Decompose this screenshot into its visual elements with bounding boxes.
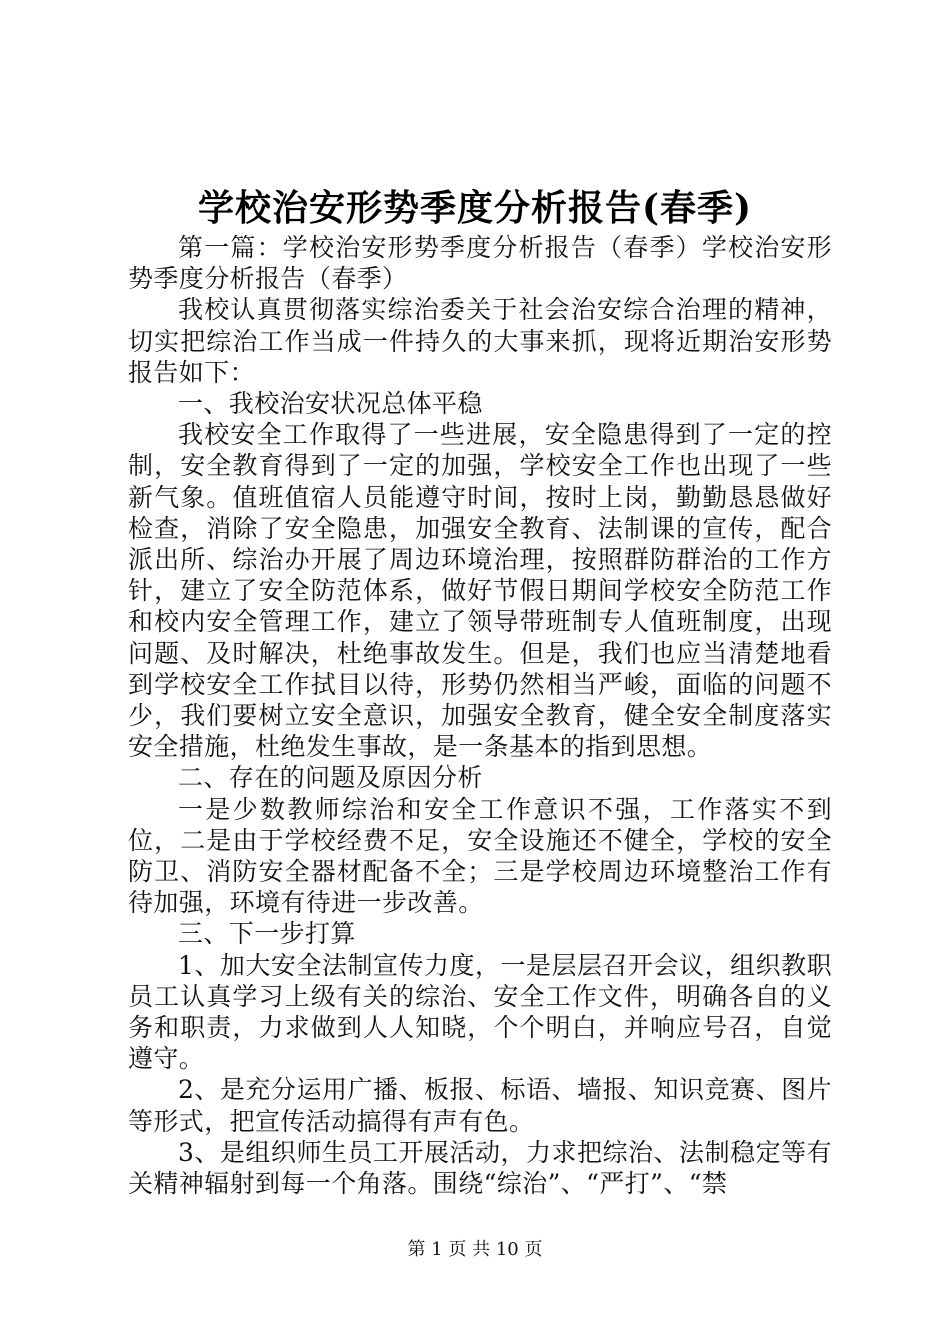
paragraph-section-1: 我校安全工作取得了一些进展，安全隐患得到了一定的控制，安全教育得到了一定的加强，学校安全工作也出现了一些新气象。值班值宿人员能遵守时间，按时上岗，勤勤恳恳做好检查，消除了安全隐患，加强安全教育、法制课的宣传，配合派出所、综治办开展了周边环境治理，按照群防群治的工作方针，建立了安全防范体系，做好节假日期间学校安全防范工作和校内安全管理工作，建立了领导带班制专人值班制度，出现问题、及时解决，杜绝事故发生。但是，我们也应当清楚地看到学校安全工作拭目以待，形势仍然相当严峻，面临的问题不少，我们要树立安全意识，加强安全教育，健全安全制度落实安全措施，杜绝发生事故，是一条基本的指到思想。 <box>128 420 832 762</box>
paragraph-section-2: 一是少数教师综治和安全工作意识不强，工作落实不到位，二是由于学校经费不足，安全设施还不健全，学校的安全防卫、消防安全器材配备不全；三是学校周边环境整治工作有待加强，环境有待进一步改善。 <box>128 794 832 918</box>
paragraph-intro: 我校认真贯彻落实综治委关于社会治安综合治理的精神，切实把综治工作当成一件持久的大事来抓，现将近期治安形势报告如下： <box>128 295 832 387</box>
document-title: 学校治安形势季度分析报告(春季) <box>197 187 753 229</box>
document-body <box>128 232 832 1199</box>
page-number-footer: 第 1 页 共 10 页 <box>407 1239 543 1260</box>
section-heading-1: 一、我校治安状况总体平稳 <box>178 389 483 419</box>
section-heading-2: 二、存在的问题及原因分析 <box>178 763 483 793</box>
section-heading-3: 三、下一步打算 <box>178 919 356 949</box>
paragraph-item-1: 1、加大安全法制宣传力度，一是层层召开会议，组织教职员工认真学习上级有关的综治、安全工作文件，明确各自的义务和职责，力求做到人人知晓，个个明白，并响应号召，自觉遵守。 <box>128 950 832 1074</box>
paragraph-item-2: 2、是充分运用广播、板报、标语、墙报、知识竞赛、图片等形式，把宣传活动搞得有声有色。 <box>128 1075 832 1136</box>
paragraph-item-3: 3、是组织师生员工开展活动，力求把综治、法制稳定等有关精神辐射到每一个角落。围绕“综治”、“严打”、“禁 <box>128 1137 832 1199</box>
paragraph-intro-heading: 第一篇：学校治安形势季度分析报告（春季）学校治安形势季度分析报告（春季） <box>128 233 832 294</box>
